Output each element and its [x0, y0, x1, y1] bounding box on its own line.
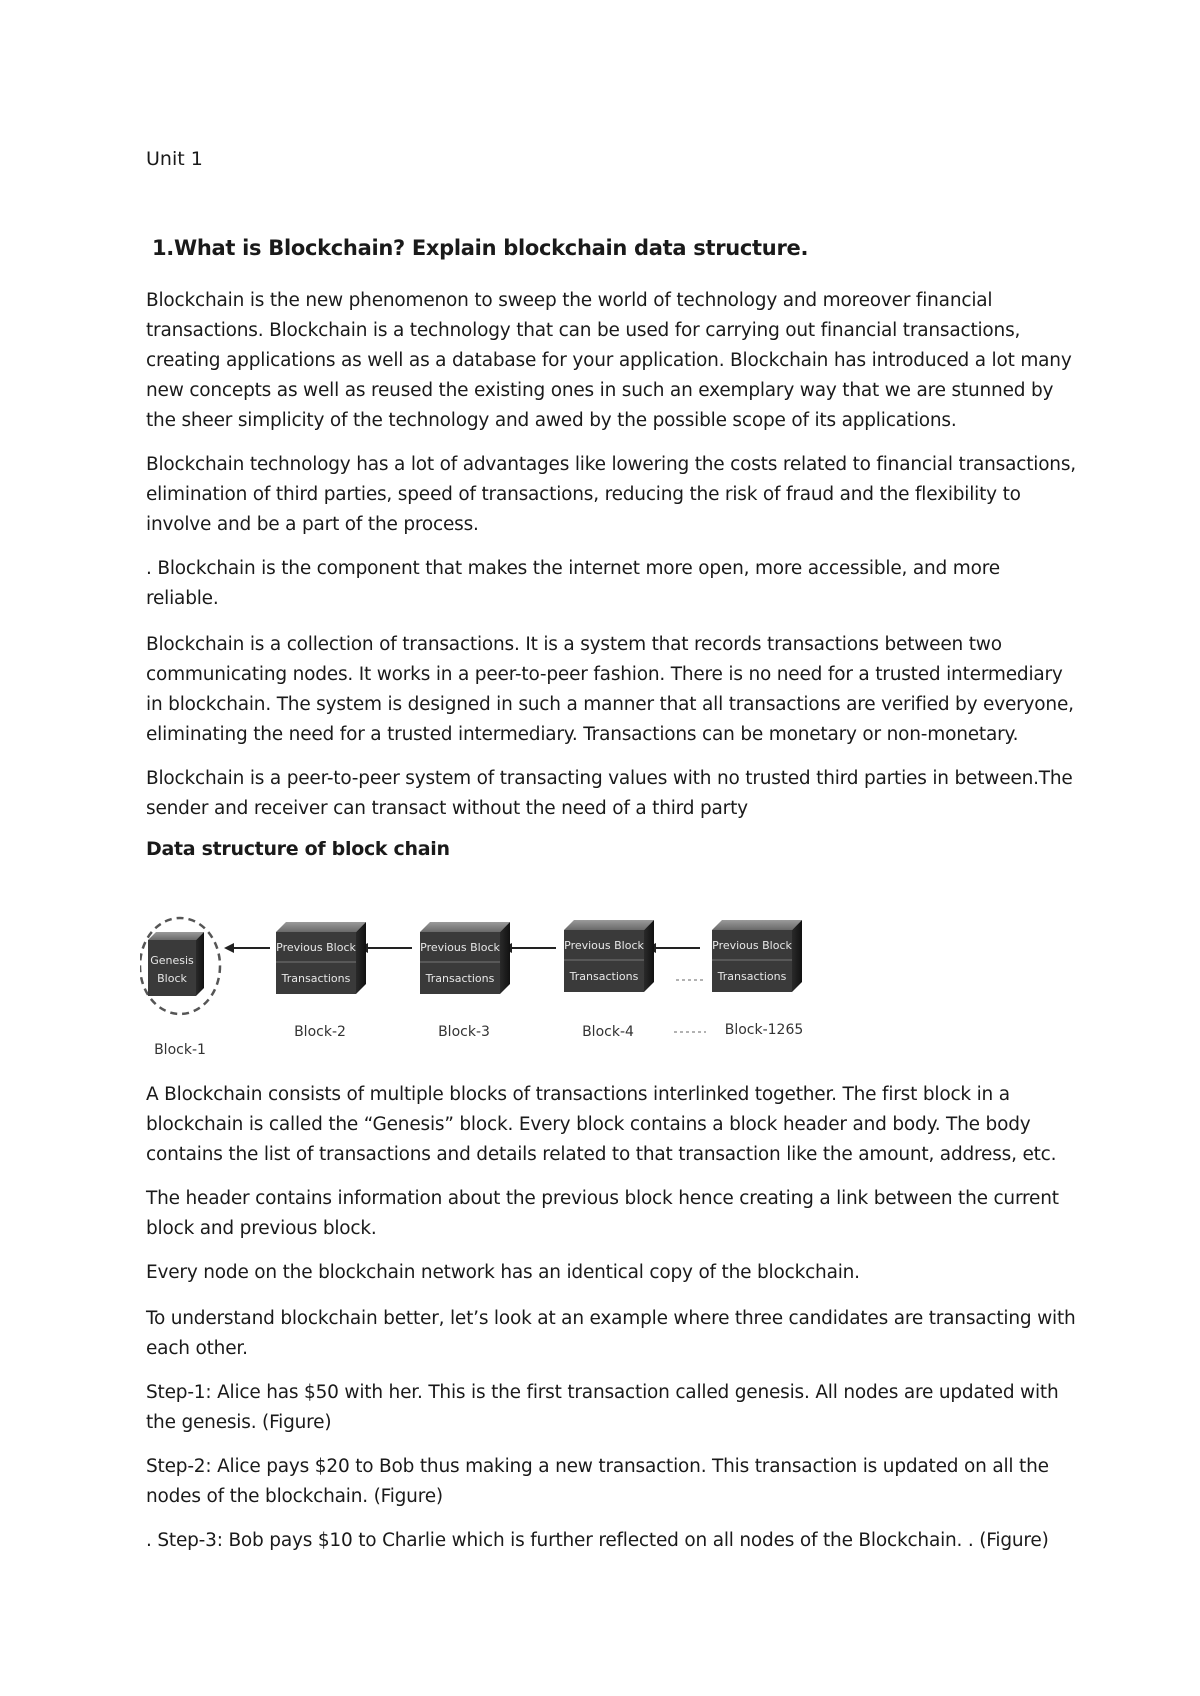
- block-1265-header: Previous Block: [712, 939, 792, 952]
- paragraph-component: . Blockchain is the component that makes the internet more open, more accessible, and more reliable.: [146, 558, 1000, 609]
- link-arrow: [358, 943, 412, 953]
- block-4-body: Transactions: [569, 970, 639, 983]
- block-2-header: Previous Block: [276, 941, 356, 954]
- block-3-body: Transactions: [425, 972, 495, 985]
- link-arrow: [224, 943, 270, 953]
- unit-label: Unit 1: [146, 148, 203, 170]
- block-3-header: Previous Block: [420, 941, 500, 954]
- block-label-1: Block-1: [154, 1042, 206, 1058]
- block-label-2: Block-2: [294, 1024, 346, 1040]
- link-arrow: [502, 943, 556, 953]
- paragraph-node-copy: Every node on the blockchain network has an identical copy of the blockchain.: [146, 1262, 860, 1283]
- paragraph-structure: A Blockchain consists of multiple blocks of transactions interlinked together. The first block in a blockchain is called the “Genesis” block. Every block contains a block header and body. The body contains the list of transactions and details related to that transaction like the amount, address, etc.: [146, 1084, 1057, 1165]
- block-2-body: Transactions: [281, 972, 351, 985]
- paragraph-header: The header contains information about the previous block hence creating a link between the current block and previous block.: [146, 1188, 1059, 1239]
- paragraph-peer-to-peer: Blockchain is a peer-to-peer system of transacting values with no trusted third parties in between.The sender and receiver can transact without the need of a third party: [146, 768, 1073, 819]
- block-label-1265: Block-1265: [724, 1022, 804, 1038]
- block-1265: [712, 920, 802, 992]
- block-label-3: Block-3: [438, 1024, 490, 1040]
- genesis-label-top: Genesis: [150, 954, 194, 967]
- paragraph-intro: Blockchain is the new phenomenon to sweep the world of technology and moreover financial transactions. Blockchain is a technology that can be used for carrying out financial transactions, creating applications as well as a database for your application. Blockchain has introduced a lot many new concepts as well as reused the existing ones in such an exemplary way that we are stunned by the sheer simplicity of the technology and awed by the possible scope of its applications.: [146, 290, 1072, 431]
- question-heading: 1.What is Blockchain? Explain blockchain data structure.: [152, 236, 809, 260]
- block-1265-body: Transactions: [717, 970, 787, 983]
- paragraph-step-3: . Step-3: Bob pays $10 to Charlie which is further reflected on all nodes of the Blockchain. . (Figure): [146, 1530, 1049, 1551]
- block-label-4: Block-4: [582, 1024, 634, 1040]
- block-3: [420, 922, 510, 994]
- block-4-header: Previous Block: [564, 939, 644, 952]
- paragraph-collection: Blockchain is a collection of transactions. It is a system that records transactions between two communicating nodes. It works in a peer-to-peer fashion. There is no need for a trusted intermediary in blockchain. The system is designed in such a manner that all transactions are verified by everyone, eliminating the need for a trusted intermediary. Transactions can be monetary or non-monetary.: [146, 634, 1074, 745]
- paragraph-step-2: Step-2: Alice pays $20 to Bob thus making a new transaction. This transaction is updated on all the nodes of the blockchain. (Figure): [146, 1456, 1049, 1507]
- block-4: [564, 920, 654, 992]
- genesis-block: [140, 918, 220, 1014]
- genesis-label-bottom: Block: [157, 972, 187, 985]
- paragraph-advantages: Blockchain technology has a lot of advantages like lowering the costs related to financial transactions, elimination of third parties, speed of transactions, reducing the risk of fraud and the flexibility to involve and be a part of the process.: [146, 454, 1076, 535]
- block-2: [276, 922, 366, 994]
- section-heading: Data structure of block chain: [146, 838, 450, 860]
- blockchain-diagram: [140, 908, 820, 1058]
- paragraph-example: To understand blockchain better, let’s look at an example where three candidates are transacting with each other.: [146, 1308, 1076, 1359]
- link-arrow: [646, 943, 700, 953]
- paragraph-step-1: Step-1: Alice has $50 with her. This is the first transaction called genesis. All nodes are updated with the genesis. (Figure): [146, 1382, 1059, 1433]
